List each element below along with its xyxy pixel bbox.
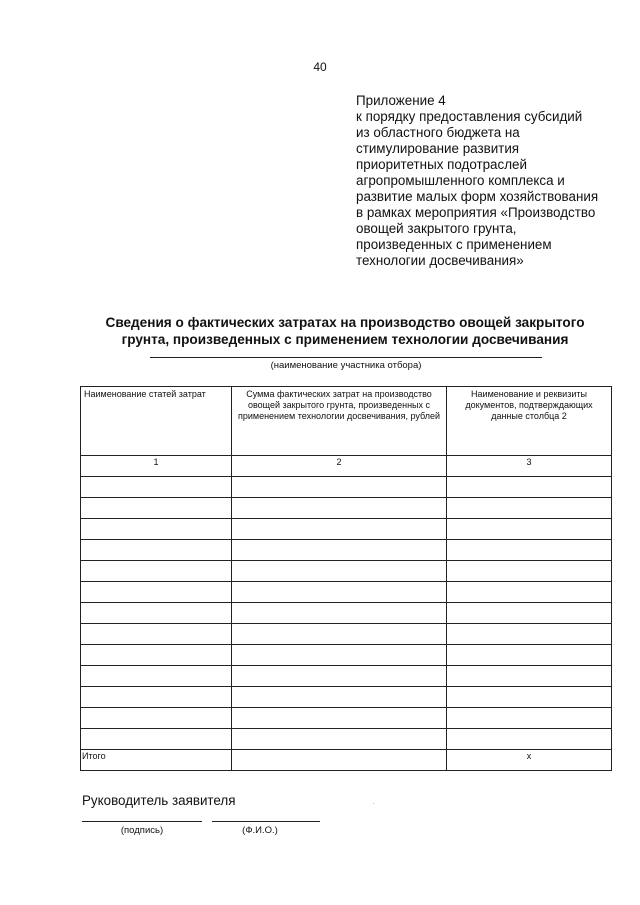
document-details-cell[interactable]	[447, 498, 612, 519]
appendix-line: стимулирование развития	[356, 141, 520, 156]
table-row	[81, 645, 612, 666]
table-header-cell: Наименование статей затрат	[81, 387, 232, 456]
cost-sum-cell[interactable]	[232, 519, 447, 540]
table-total-row	[81, 750, 612, 771]
cost-sum-cell[interactable]	[232, 477, 447, 498]
appendix-line: овощей закрытого грунта,	[356, 221, 517, 236]
cost-item-cell[interactable]	[81, 561, 232, 582]
cost-item-cell[interactable]	[81, 540, 232, 561]
cost-item-cell[interactable]	[81, 666, 232, 687]
appendix-block	[356, 93, 626, 269]
table-header-row	[81, 387, 612, 456]
document-details-cell[interactable]	[447, 729, 612, 750]
table-row	[81, 729, 612, 750]
table-header-cell: Наименование и реквизиты документов, подтверждающих данные столбца 2	[447, 387, 612, 456]
table-row	[81, 624, 612, 645]
page-number: 40	[313, 60, 327, 74]
signature-line	[82, 821, 202, 822]
scan-speck	[373, 803, 374, 804]
participant-name-caption: (наименование участника отбора)	[270, 360, 422, 371]
document-details-cell[interactable]	[447, 687, 612, 708]
document-details-cell[interactable]	[447, 666, 612, 687]
cost-sum-cell[interactable]	[232, 729, 447, 750]
cost-sum-cell[interactable]	[232, 687, 447, 708]
cost-sum-cell[interactable]	[232, 561, 447, 582]
appendix-line: из областного бюджета на	[356, 125, 520, 140]
cost-sum-cell[interactable]	[232, 645, 447, 666]
total-documents-cell: х	[447, 750, 612, 771]
cost-table	[80, 386, 612, 771]
document-details-cell[interactable]	[447, 519, 612, 540]
document-title-line: грунта, произведенных с применением технологии досвечивания	[121, 332, 569, 347]
signature-caption: (подпись)	[120, 825, 164, 836]
table-row	[81, 708, 612, 729]
table-column-number-row	[81, 456, 612, 477]
column-number-cell: 1	[81, 456, 232, 477]
table-row	[81, 561, 612, 582]
document-title-line: Сведения о фактических затратах на производство овощей закрытого	[105, 315, 585, 330]
document-details-cell[interactable]	[447, 561, 612, 582]
cost-item-cell[interactable]	[81, 477, 232, 498]
full-name-line	[212, 821, 320, 822]
cost-item-cell[interactable]	[81, 603, 232, 624]
cost-sum-cell[interactable]	[232, 624, 447, 645]
full-name-caption: (Ф.И.О.)	[242, 825, 278, 836]
appendix-line: развитие малых форм хозяйствования	[356, 189, 599, 204]
cost-item-cell[interactable]	[81, 708, 232, 729]
document-details-cell[interactable]	[447, 477, 612, 498]
cost-item-cell[interactable]	[81, 624, 232, 645]
document-details-cell[interactable]	[447, 708, 612, 729]
cost-item-cell[interactable]	[81, 645, 232, 666]
cost-item-cell[interactable]	[81, 582, 232, 603]
cost-sum-cell[interactable]	[232, 540, 447, 561]
table-row	[81, 666, 612, 687]
document-title	[0, 314, 640, 348]
cost-sum-cell[interactable]	[232, 498, 447, 519]
cost-item-cell[interactable]	[81, 729, 232, 750]
document-details-cell[interactable]	[447, 624, 612, 645]
table-row	[81, 603, 612, 624]
document-details-cell[interactable]	[447, 582, 612, 603]
cost-sum-cell[interactable]	[232, 666, 447, 687]
total-sum-cell[interactable]	[232, 750, 447, 771]
document-details-cell[interactable]	[447, 603, 612, 624]
head-of-applicant-label: Руководитель заявителя	[82, 793, 236, 808]
appendix-line: к порядку предоставления субсидий	[356, 109, 583, 124]
table-row	[81, 540, 612, 561]
cost-item-cell[interactable]	[81, 687, 232, 708]
appendix-line: произведенных с применением	[356, 237, 552, 252]
table-row	[81, 498, 612, 519]
appendix-line: агропромышленного комплекса и	[356, 173, 565, 188]
column-number-cell: 2	[232, 456, 447, 477]
cost-item-cell[interactable]	[81, 519, 232, 540]
total-label-cell: Итого	[81, 750, 232, 771]
table-row	[81, 519, 612, 540]
participant-name-line	[150, 357, 542, 358]
table-header-cell: Сумма фактических затрат на производство овощей закрытого грунта, произведенных с применением технологии досвечивания, рублей	[232, 387, 447, 456]
document-details-cell[interactable]	[447, 540, 612, 561]
document-details-cell[interactable]	[447, 645, 612, 666]
appendix-line: Приложение 4	[356, 93, 446, 108]
cost-sum-cell[interactable]	[232, 708, 447, 729]
table-row	[81, 477, 612, 498]
cost-item-cell[interactable]	[81, 498, 232, 519]
cost-sum-cell[interactable]	[232, 603, 447, 624]
table-row	[81, 687, 612, 708]
appendix-line: в рамках мероприятия «Производство	[356, 205, 596, 220]
appendix-line: приоритетных подотраслей	[356, 157, 527, 172]
column-number-cell: 3	[447, 456, 612, 477]
appendix-line: технологии досвечивания»	[356, 253, 524, 268]
cost-sum-cell[interactable]	[232, 582, 447, 603]
table-row	[81, 582, 612, 603]
